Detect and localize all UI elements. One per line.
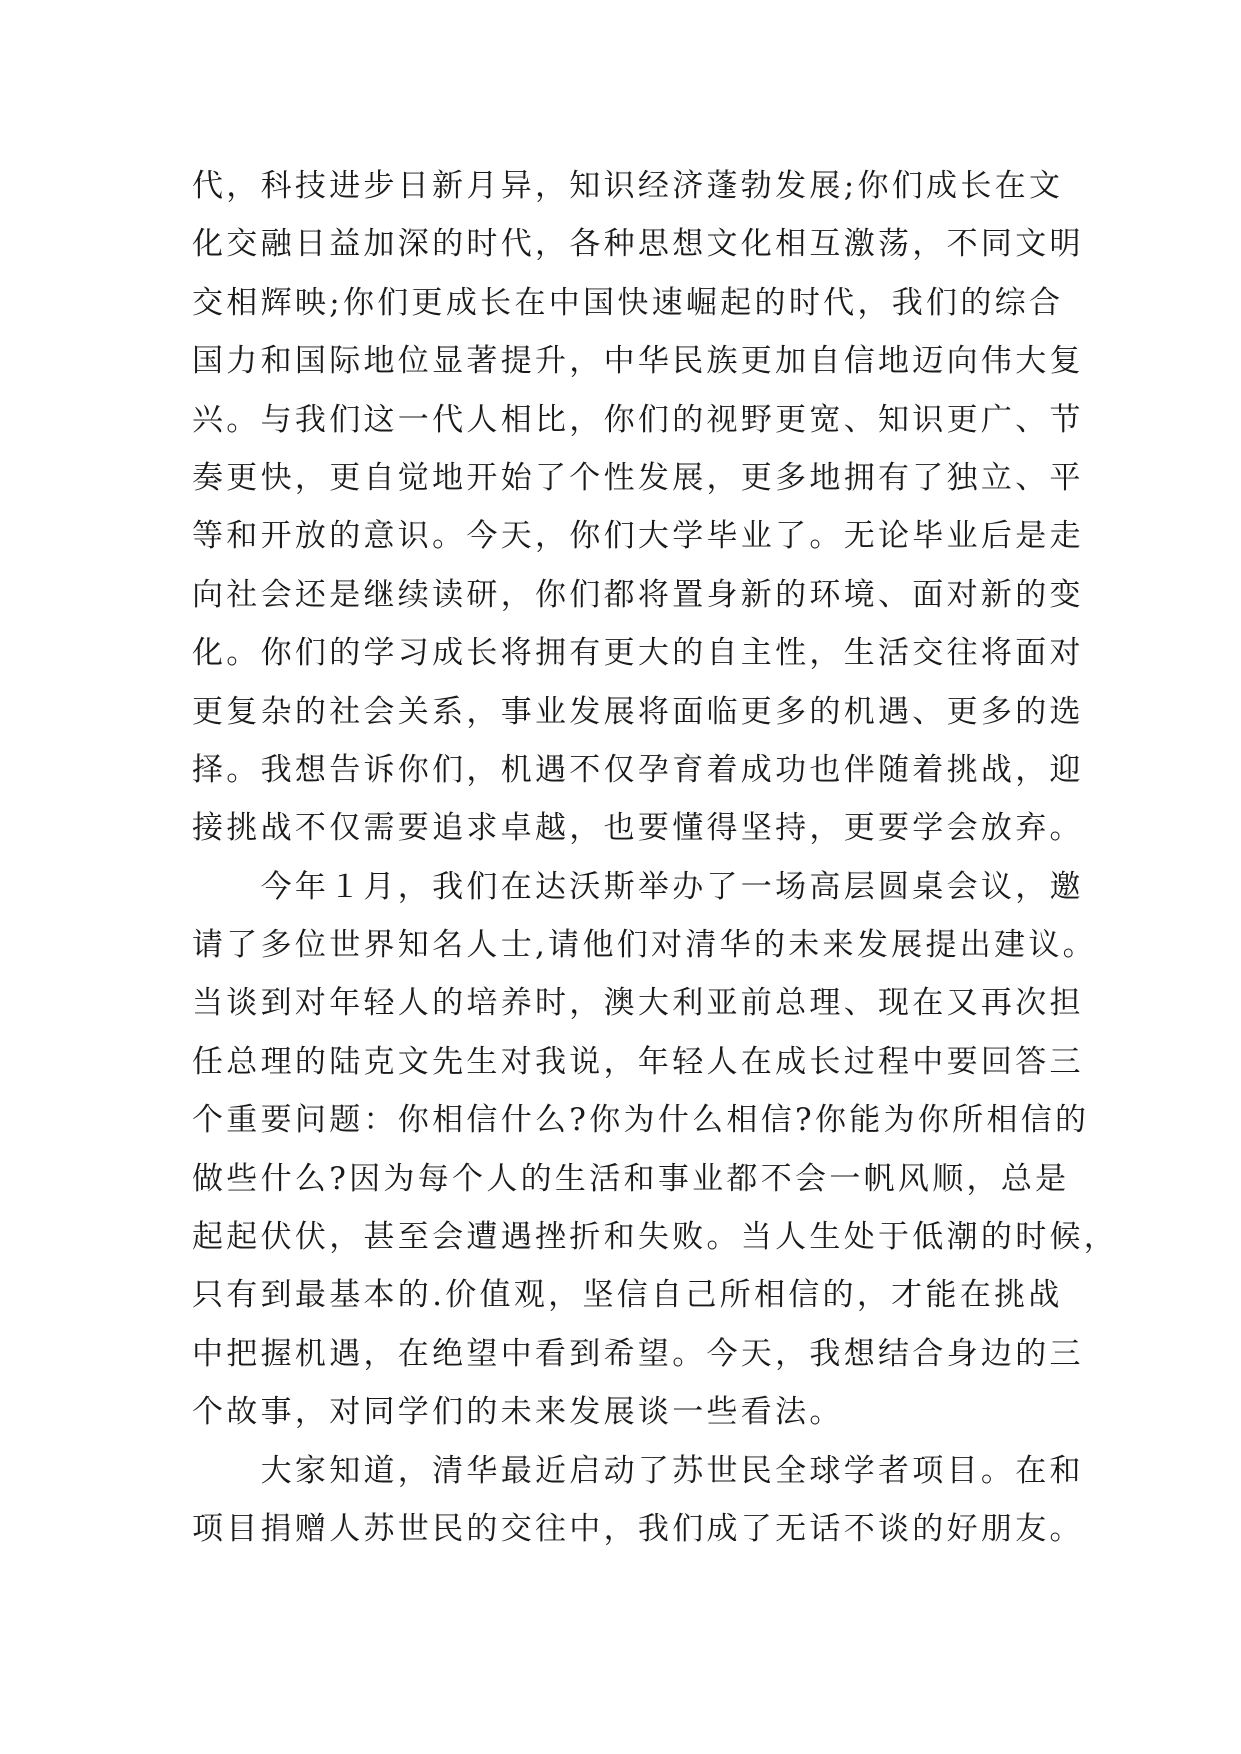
text-line: 任总理的陆克文先生对我说，年轻人在成长过程中要回答三 bbox=[192, 1043, 1084, 1080]
text-line: 大家知道，清华最近启动了苏世民全球学者项目。在和 bbox=[192, 1452, 1084, 1489]
text-line: 中把握机遇，在绝望中看到希望。今天，我想结合身边的三 bbox=[192, 1335, 1084, 1372]
text-line: 起起伏伏，甚至会遭遇挫折和失败。当人生处于低潮的时候， bbox=[192, 1219, 1119, 1256]
text-line: 接挑战不仅需要追求卓越，也要懂得坚持，更要学会放弃。 bbox=[192, 810, 1084, 847]
text-line: 国力和国际地位显著提升，中华民族更加自信地迈向伟大复 bbox=[192, 343, 1084, 380]
text-line: 请了多位世界知名人士,请他们对清华的未来发展提出建议。 bbox=[192, 927, 1097, 964]
text-line: 兴。与我们这一代人相比，你们的视野更宽、知识更广、节 bbox=[192, 401, 1084, 438]
text-line: 化。你们的学习成长将拥有更大的自主性，生活交往将面对 bbox=[192, 635, 1084, 672]
text-line: 个故事，对同学们的未来发展谈一些看法。 bbox=[192, 1394, 844, 1431]
text-line: 代，科技进步日新月异，知识经济蓬勃发展;你们成长在文 bbox=[192, 168, 1064, 204]
text-line: 交相辉映;你们更成长在中国快速崛起的时代，我们的综合 bbox=[192, 284, 1064, 321]
text-line: 今年１月，我们在达沃斯举办了一场高层圆桌会议，邀 bbox=[192, 868, 1084, 905]
text-line: 化交融日益加深的时代，各种思想文化相互激荡，不同文明 bbox=[192, 226, 1084, 263]
text-line: 更复杂的社会关系，事业发展将面临更多的机遇、更多的选 bbox=[192, 693, 1084, 730]
text-line: 择。我想告诉你们，机遇不仅孕育着成功也伴随着挑战，迎 bbox=[192, 751, 1084, 788]
text-line: 项目捐赠人苏世民的交往中，我们成了无话不谈的好朋友。 bbox=[192, 1510, 1084, 1547]
text-line: 当谈到对年轻人的培养时，澳大利亚前总理、现在又再次担 bbox=[192, 985, 1084, 1022]
text-line: 做些什么?因为每个人的生活和事业都不会一帆风顺，总是 bbox=[192, 1160, 1070, 1197]
text-line: 等和开放的意识。今天，你们大学毕业了。无论毕业后是走 bbox=[192, 518, 1084, 555]
text-line: 个重要问题：你相信什么?你为什么相信?你能为你所相信的 bbox=[192, 1102, 1090, 1139]
document-body bbox=[192, 157, 1119, 1558]
text-line: 向社会还是继续读研，你们都将置身新的环境、面对新的变 bbox=[192, 576, 1084, 613]
text-line: 只有到最基本的.价值观，坚信自己所相信的，才能在挑战 bbox=[192, 1277, 1063, 1314]
text-line: 奏更快，更自觉地开始了个性发展，更多地拥有了独立、平 bbox=[192, 459, 1084, 496]
